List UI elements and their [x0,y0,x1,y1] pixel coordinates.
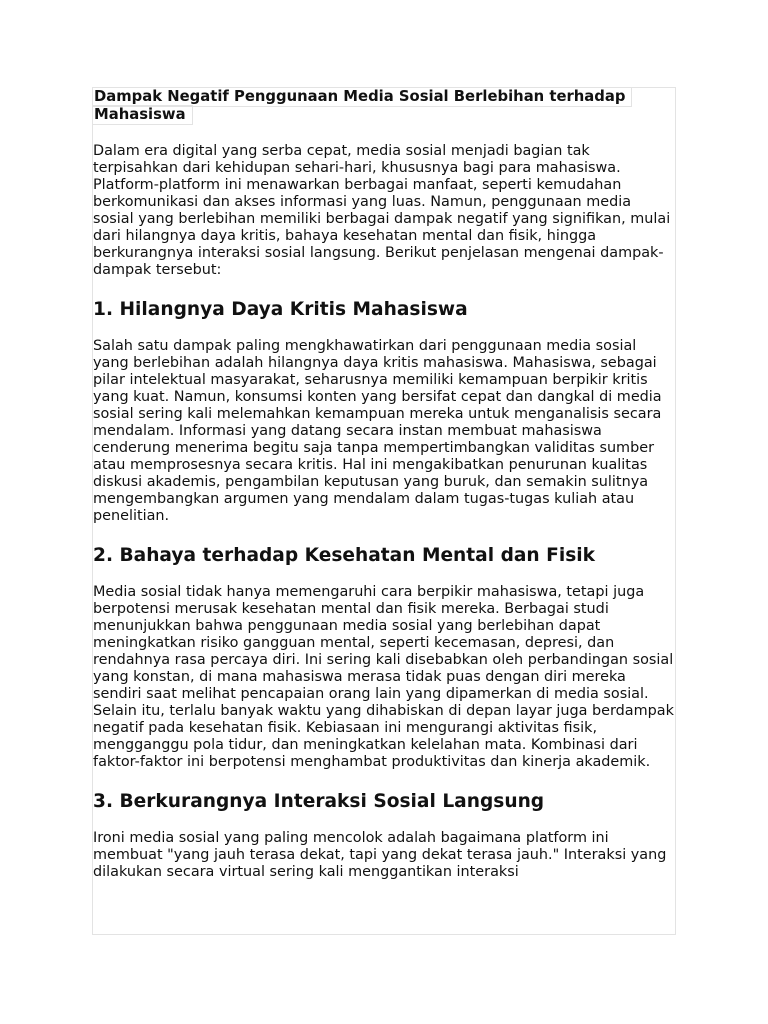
section-heading-2: 2. Bahaya terhadap Kesehatan Mental dan Fisik [93,545,596,566]
section-heading-3: 3. Berkurangnya Interaksi Sosial Langsung [93,791,545,812]
document-title-wrap [93,87,659,124]
section-heading-1: 1. Hilangnya Daya Kritis Mahasiswa [93,299,468,320]
intro-paragraph: Dalam era digital yang serba cepat, media sosial menjadi bagian tak terpisahkan dari kehidupan sehari-hari, khususnya bagi para mahasiswa. Platform-platform ini menawarkan berbagai manfaat, seperti kemudahan berkomunikasi dan akses informasi yang luas. Namun, penggunaan media sosial yang berlebihan memiliki berbagai dampak negatif yang signifikan, mulai dari hilangnya daya kritis, bahaya kesehatan mental dan fisik, hingga berkurangnya interaksi sosial langsung. Berikut penjelasan mengenai dampak-dampak tersebut: [93,143,671,278]
section-body-3: Ironi media sosial yang paling mencolok adalah bagaimana platform ini membuat "yang jauh terasa dekat, tapi yang dekat terasa jauh." Interaksi yang dilakukan secara virtual sering kali menggantikan interaksi [93,830,667,880]
section-body-2: Media sosial tidak hanya memengaruhi cara berpikir mahasiswa, tetapi juga berpotensi merusak kesehatan mental dan fisik mereka. Berbagai studi menunjukkan bahwa penggunaan media sosial yang berlebihan dapat meningkatkan risiko gangguan mental, seperti kecemasan, depresi, dan rendahnya rasa percaya diri. Ini sering kali disebabkan oleh perbandingan sosial yang konstan, di mana mahasiswa merasa tidak puas dengan diri mereka sendiri saat melihat pencapaian orang lain yang dipamerkan di media sosial. Selain itu, terlalu banyak waktu yang dihabiskan di depan layar juga berdampak negatif pada kesehatan fisik. Kebiasaan ini mengurangi aktivitas fisik, mengganggu pola tidur, dan meningkatkan kelelahan mata. Kombinasi dari faktor-faktor ini berpotensi menghambat produktivitas dan kinerja akademik. [93,584,674,770]
document-title: Dampak Negatif Penggunaan Media Sosial Berlebihan terhadap Mahasiswa [92,87,632,125]
document-content [93,87,675,881]
section-body-1: Salah satu dampak paling mengkhawatirkan dari penggunaan media sosial yang berlebihan adalah hilangnya daya kritis mahasiswa. Mahasiswa, sebagai pilar intelektual masyarakat, seharusnya memiliki kemampuan berpikir kritis yang kuat. Namun, konsumsi konten yang bersifat cepat dan dangkal di media sosial sering kali melemahkan kemampuan mereka untuk menganalisis secara mendalam. Informasi yang datang secara instan membuat mahasiswa cenderung menerima begitu saja tanpa mempertimbangkan validitas sumber atau memprosesnya secara kritis. Hal ini mengakibatkan penurunan kualitas diskusi akademis, pengambilan keputusan yang buruk, dan semakin sulitnya mengembangkan argumen yang mendalam dalam tugas-tugas kuliah atau penelitian. [93,338,662,524]
